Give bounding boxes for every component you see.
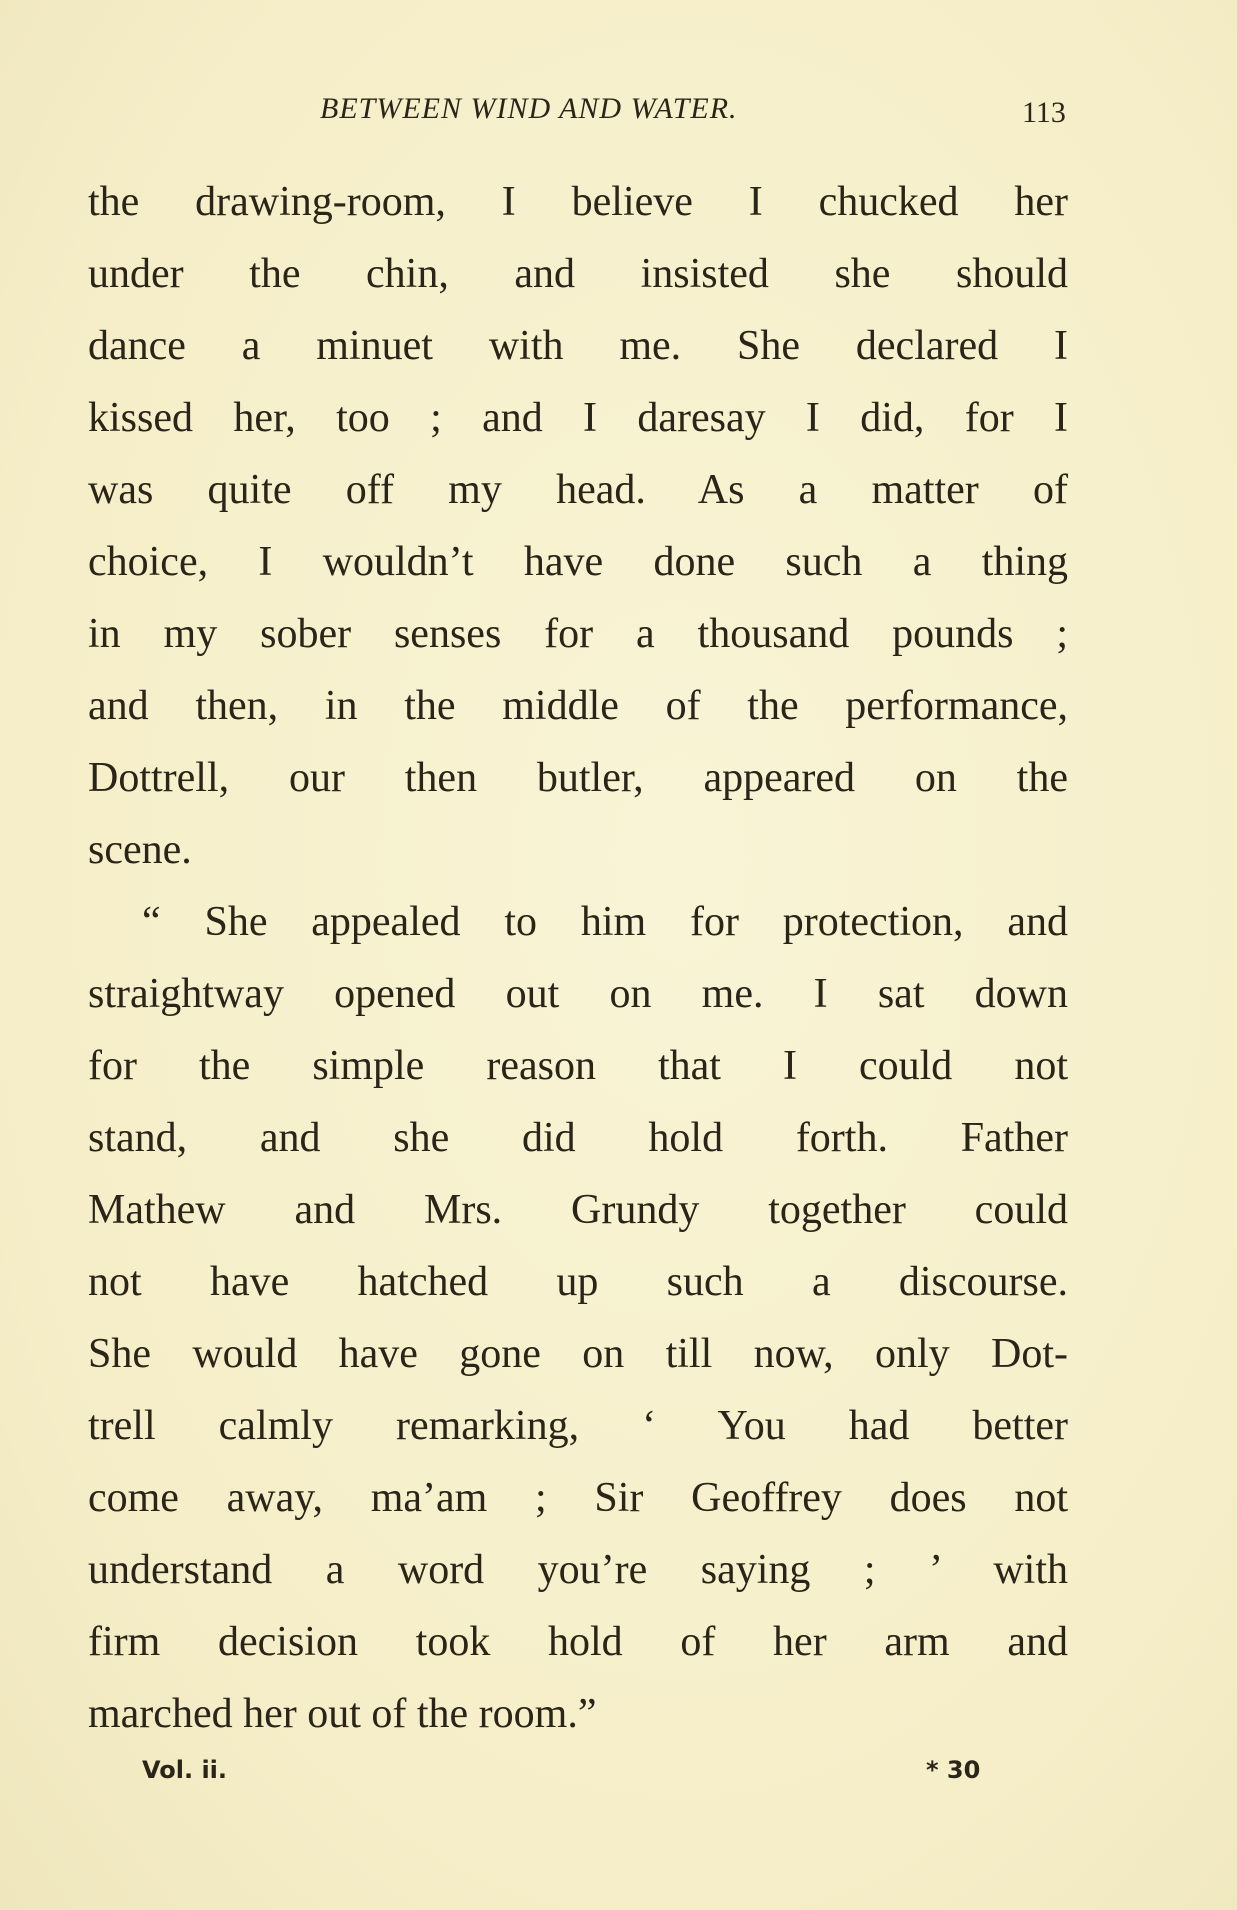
text-line: was quite off my head. As a matter of xyxy=(88,467,1068,513)
text-line: straightway opened out on me. I sat down xyxy=(88,971,1068,1017)
text-line: in my sober senses for a thousand pounds ; xyxy=(88,611,1068,657)
text-line: the drawing-room, I believe I chucked her xyxy=(88,179,1068,225)
text-line: choice, I wouldn’t have done such a thing xyxy=(88,539,1068,585)
page-number: 113 xyxy=(1022,96,1066,129)
text-line: trell calmly remarking, ‘ You had better xyxy=(88,1403,1068,1449)
text-line: and then, in the middle of the performance, xyxy=(88,683,1068,729)
text-line: firm decision took hold of her arm and xyxy=(88,1619,1068,1665)
sheet-mark: * 30 xyxy=(926,1756,981,1784)
text-line: marched her out of the room.” xyxy=(88,1691,597,1737)
text-line: She would have gone on till now, only Dot- xyxy=(88,1331,1068,1377)
body-text xyxy=(88,166,1068,1750)
text-line: “ She appealed to him for protection, and xyxy=(142,899,1068,945)
text-line: not have hatched up such a discourse. xyxy=(88,1259,1068,1305)
page-footer xyxy=(0,1756,1237,1796)
text-line: Dottrell, our then butler, appeared on the xyxy=(88,755,1068,801)
running-head xyxy=(0,92,1237,132)
text-line: come away, ma’am ; Sir Geoffrey does not xyxy=(88,1475,1068,1521)
text-line: scene. xyxy=(88,827,192,873)
text-line: for the simple reason that I could not xyxy=(88,1043,1068,1089)
running-title: BETWEEN WIND AND WATER. xyxy=(320,92,738,125)
text-line: under the chin, and insisted she should xyxy=(88,251,1068,297)
text-line: dance a minuet with me. She declared I xyxy=(88,323,1068,369)
volume-signature: Vol. ii. xyxy=(142,1756,228,1784)
text-line: understand a word you’re saying ; ’ with xyxy=(88,1547,1068,1593)
text-line: stand, and she did hold forth. Father xyxy=(88,1115,1068,1161)
text-line: Mathew and Mrs. Grundy together could xyxy=(88,1187,1068,1233)
text-line: kissed her, too ; and I daresay I did, for I xyxy=(88,395,1068,441)
